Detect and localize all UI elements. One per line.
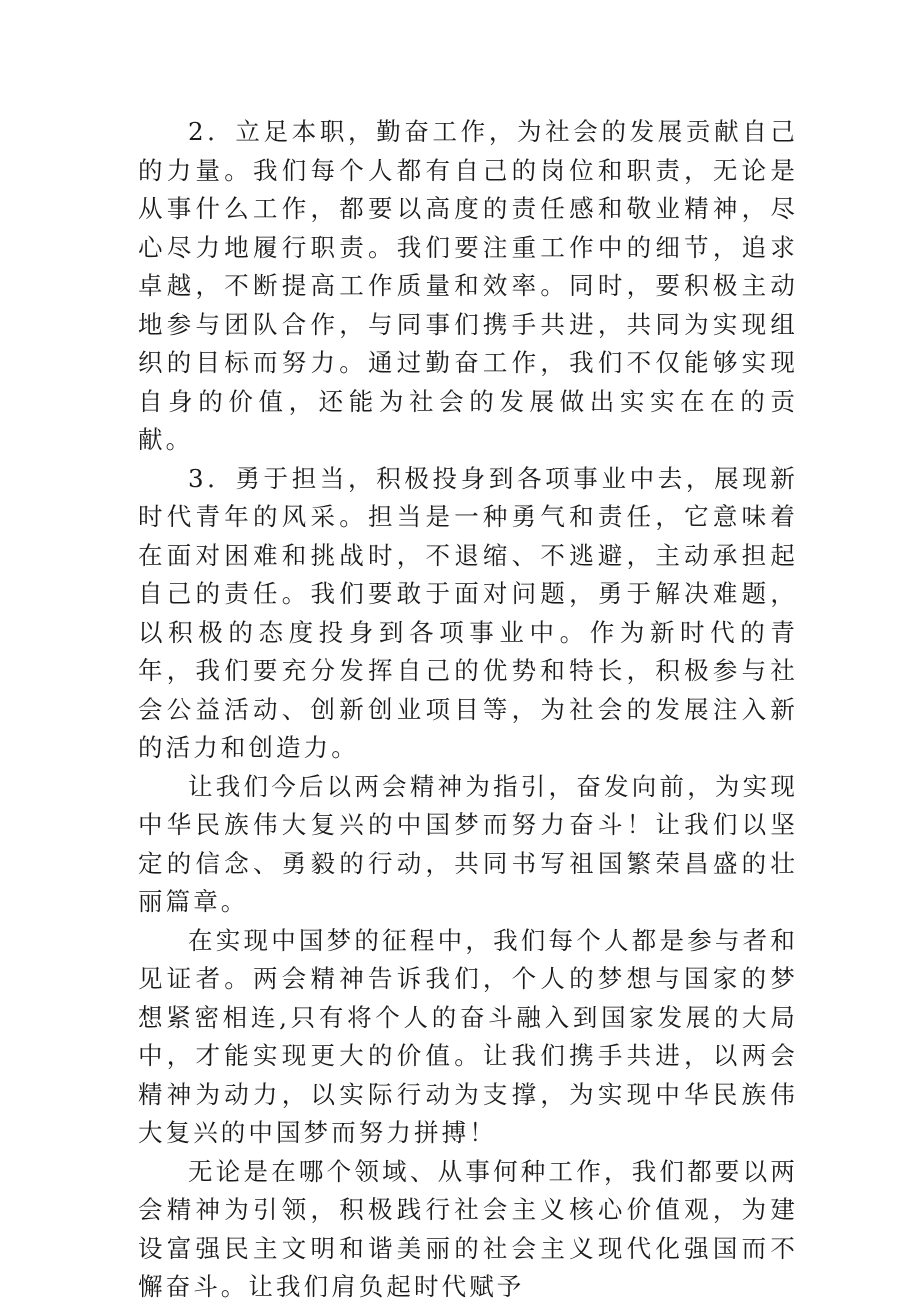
paragraph-call-to-strive: 让我们今后以两会精神为指引，奋发向前，为实现中华民族伟大复兴的中国梦而努力奋斗！让我们以坚定的信念、勇毅的行动，共同书写祖国繁荣昌盛的壮丽篇章。 <box>138 771 798 916</box>
paragraph-responsibility: 3．勇于担当，积极投身到各项事业中去，展现新时代青年的风采。担当是一种勇气和责任，它意味着在面对困难和挑战时，不退缩、不逃避，主动承担起自己的责任。我们要敢于面对问题，勇于解决难题，以积极的态度投身到各项事业中。作为新时代的青年，我们要充分发挥自己的优势和特长，积极参与社会公益活动、创新创业项目等，为社会的发展注入新的活力和创造力。 <box>138 463 798 762</box>
paragraph-core-values: 无论是在哪个领域、从事何种工作，我们都要以两会精神为引领，积极践行社会主义核心价值观，为建设富强民主文明和谐美丽的社会主义现代化强国而不懈奋斗。让我们肩负起时代赋予 <box>138 1156 798 1301</box>
paragraph-chinese-dream: 在实现中国梦的征程中，我们每个人都是参与者和见证者。两会精神告诉我们，个人的梦想与国家的梦想紧密相连,只有将个人的奋斗融入到国家发展的大局中，才能实现更大的价值。让我们携手共进，以两会精神为动力，以实际行动为支撑，为实现中华民族伟大复兴的中国梦而努力拼搏！ <box>138 925 798 1147</box>
paragraph-duty-diligence: 2．立足本职，勤奋工作，为社会的发展贡献自己的力量。我们每个人都有自己的岗位和职责，无论是从事什么工作，都要以高度的责任感和敬业精神，尽心尽力地履行职责。我们要注重工作中的细节，追求卓越，不断提高工作质量和效率。同时，要积极主动地参与团队合作，与同事们携手共进，共同为实现组织的目标而努力。通过勤奋工作，我们不仅能够实现自身的价值，还能为社会的发展做出实实在在的贡献。 <box>138 117 798 454</box>
document-body <box>138 113 798 1307</box>
